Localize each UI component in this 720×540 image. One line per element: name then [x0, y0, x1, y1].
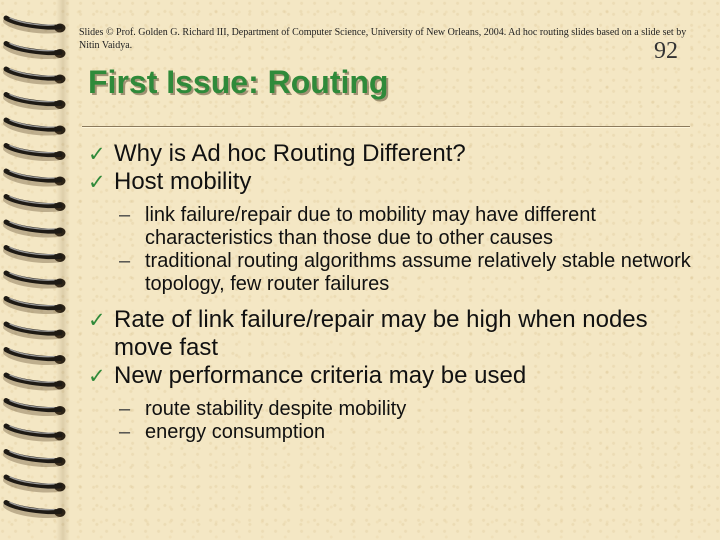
- binding-ring: [6, 171, 66, 186]
- binding-ring: [6, 299, 66, 314]
- binding-ring: [6, 324, 66, 339]
- dash-icon: –: [119, 398, 131, 420]
- sub-bullet-text: energy consumption: [145, 421, 326, 443]
- bullet-text: Why is Ad hoc Routing Different?: [114, 140, 466, 167]
- sub-bullet-item: [88, 398, 698, 421]
- binding-ring: [6, 44, 66, 59]
- sub-bullet-text: link failure/repair due to mobility may have different characteristics than those due to other causes: [145, 204, 596, 249]
- slide-title: First Issue: Routing: [88, 64, 389, 100]
- binding-ring: [6, 273, 66, 288]
- binding-ring: [6, 248, 66, 263]
- binding-ring: [6, 375, 66, 390]
- binding-ring: [6, 350, 66, 365]
- binding-ring: [6, 197, 66, 212]
- binding-ring: [6, 426, 66, 441]
- sub-bullet-item: [88, 250, 698, 296]
- bullet-text: Host mobility: [114, 168, 252, 195]
- spiral-binding: [0, 0, 80, 540]
- bullet-item: [88, 362, 698, 390]
- binding-ring: [6, 452, 66, 467]
- checkmark-icon: ✓: [88, 142, 106, 166]
- checkmark-icon: ✓: [88, 308, 106, 332]
- bullet-item: [88, 140, 698, 168]
- sub-bullet-item: [88, 204, 698, 250]
- sub-bullet-text: route stability despite mobility: [145, 398, 407, 420]
- binding-ring: [6, 477, 66, 492]
- bullet-item: [88, 168, 698, 196]
- page-number: 92: [654, 38, 678, 64]
- title-divider: [82, 126, 690, 128]
- bullet-text: Rate of link failure/repair may be high when nodes move fast: [114, 306, 648, 361]
- dash-icon: –: [119, 204, 131, 226]
- checkmark-icon: ✓: [88, 170, 106, 194]
- binding-ring: [6, 401, 66, 416]
- binding-ring: [6, 146, 66, 161]
- binding-ring: [6, 503, 66, 518]
- dash-icon: –: [119, 421, 131, 443]
- bullet-text: New performance criteria may be used: [114, 362, 527, 389]
- binding-ring: [6, 120, 66, 135]
- dash-icon: –: [119, 250, 131, 272]
- bullet-item: [88, 306, 698, 362]
- sub-bullet-item: [88, 421, 698, 444]
- sub-bullet-text: traditional routing algorithms assume relatively stable network topology, few router failures: [145, 250, 691, 295]
- slide-body: [88, 140, 698, 444]
- binding-ring: [6, 95, 66, 110]
- binding-ring: [6, 69, 66, 84]
- spiral-binding-rings: [0, 0, 80, 540]
- credit-note: Slides © Prof. Golden G. Richard III, Department of Computer Science, University of New Orleans, 2004. Ad hoc routing slides based on a slide set by Nitin Vaidya.: [79, 27, 687, 51]
- binding-ring: [6, 18, 66, 33]
- checkmark-icon: ✓: [88, 364, 106, 388]
- binding-ring: [6, 222, 66, 237]
